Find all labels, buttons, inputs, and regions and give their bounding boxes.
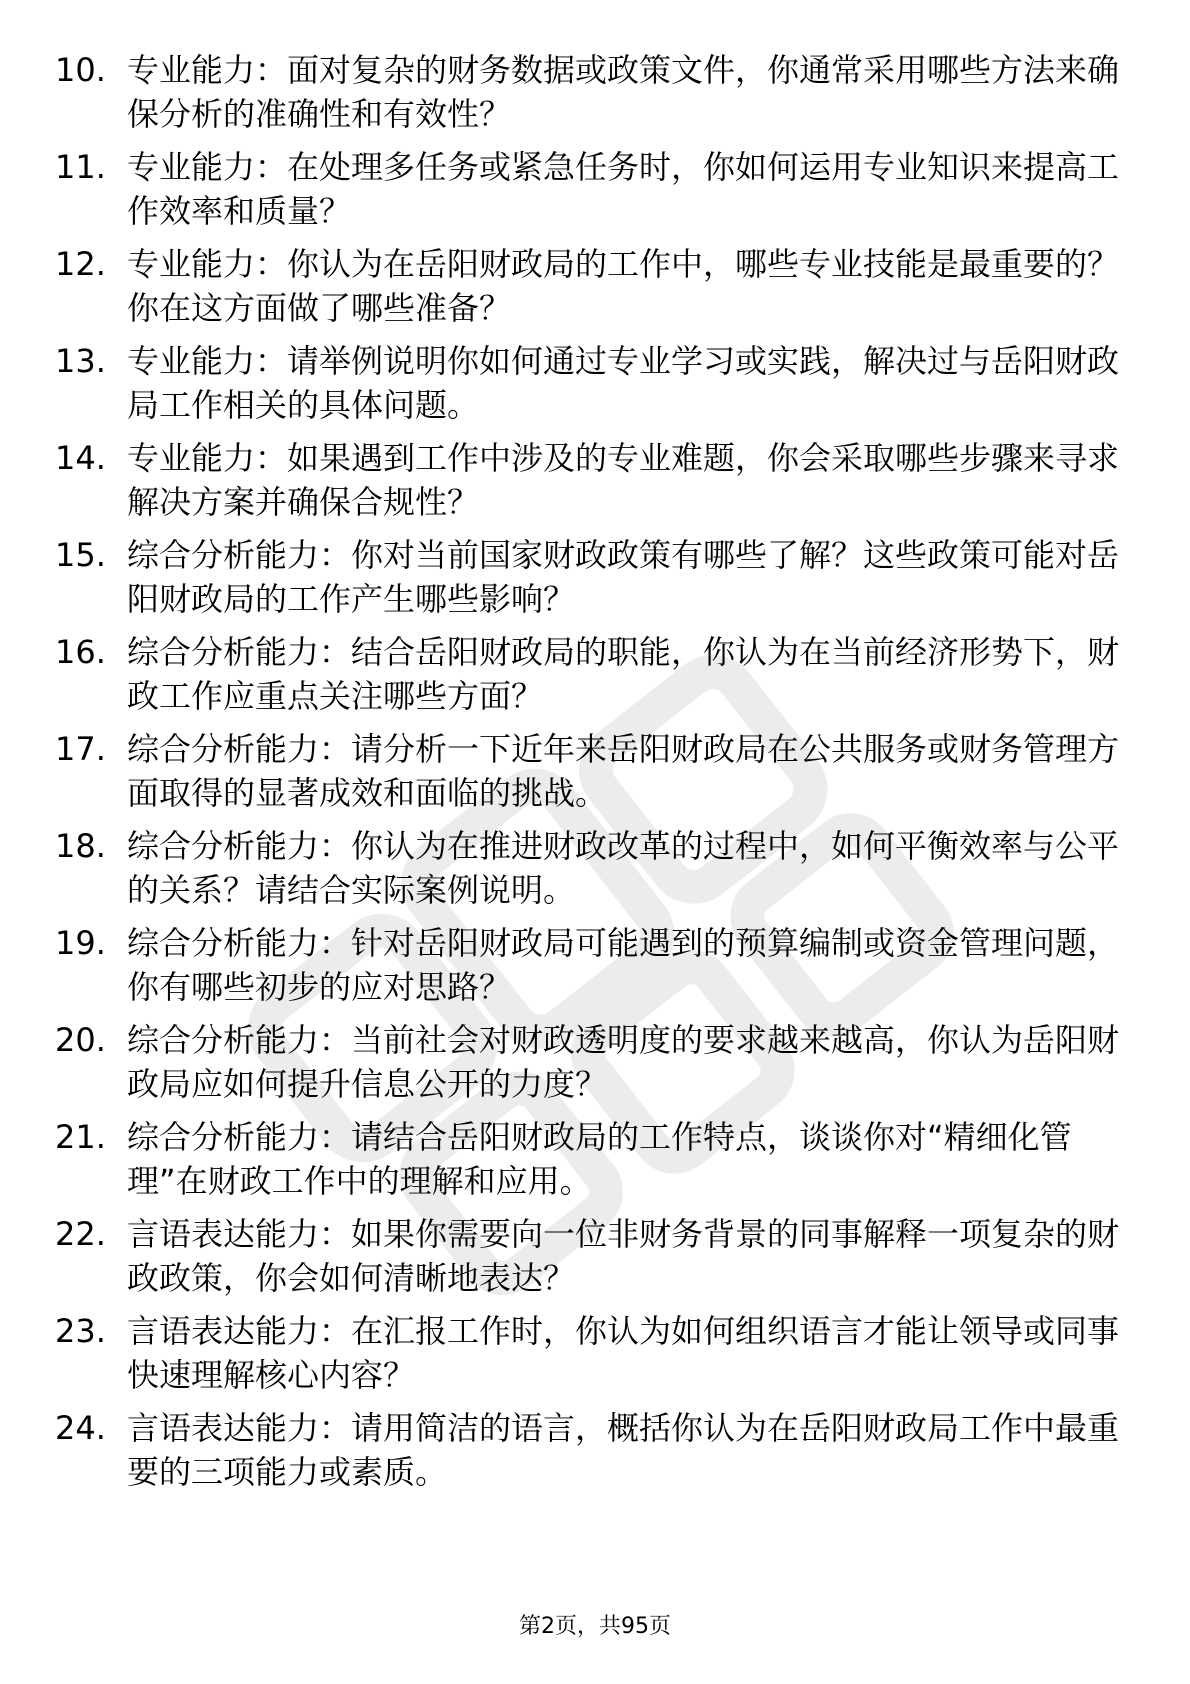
question-text: 专业能力：在处理多任务或紧急任务时，你如何运用专业知识来提高工作效率和质量？ [127,148,1120,230]
page-footer: 第2页，共95页 [519,1614,671,1639]
question-item [55,145,1135,242]
question-text: 综合分析能力：请分析一下近年来岳阳财政局在公共服务或财务管理方面取得的显著成效和面临的挑战。 [127,730,1120,812]
question-text: 综合分析能力：结合岳阳财政局的职能，你认为在当前经济形势下，财政工作应重点关注哪些方面？ [127,633,1120,715]
question-number: 11. [55,148,106,186]
question-item [55,1115,1135,1212]
question-number: 20. [55,1021,106,1059]
question-number: 18. [55,827,106,865]
question-number: 21. [55,1118,106,1156]
question-item [55,727,1135,824]
question-number: 19. [55,924,106,962]
question-number: 14. [55,439,106,477]
question-item [55,1406,1135,1503]
question-text: 专业能力：如果遇到工作中涉及的专业难题，你会采取哪些步骤来寻求解决方案并确保合规性？ [127,439,1120,521]
question-text: 专业能力：请举例说明你如何通过专业学习或实践，解决过与岳阳财政局工作相关的具体问题。 [127,342,1120,424]
question-text: 言语表达能力：在汇报工作时，你认为如何组织语言才能让领导或同事快速理解核心内容？ [127,1312,1120,1394]
question-number: 24. [55,1409,106,1447]
question-number: 17. [55,730,106,768]
question-item [55,533,1135,630]
question-number: 15. [55,536,106,574]
question-list [55,48,1135,1503]
question-item [55,1212,1135,1309]
question-text: 综合分析能力：请结合岳阳财政局的工作特点，谈谈你对“精细化管理”在财政工作中的理解和应用。 [127,1118,1072,1200]
question-text: 专业能力：面对复杂的财务数据或政策文件，你通常采用哪些方法来确保分析的准确性和有效性？ [127,51,1120,133]
question-text: 言语表达能力：请用简洁的语言，概括你认为在岳阳财政局工作中最重要的三项能力或素质。 [127,1409,1120,1491]
question-text: 言语表达能力：如果你需要向一位非财务背景的同事解释一项复杂的财政政策，你会如何清晰地表达？ [127,1215,1120,1297]
question-item [55,339,1135,436]
question-item [55,48,1135,145]
question-number: 13. [55,342,106,380]
question-text: 综合分析能力：针对岳阳财政局可能遇到的预算编制或资金管理问题，你有哪些初步的应对思路？ [127,924,1120,1006]
question-text: 综合分析能力：当前社会对财政透明度的要求越来越高，你认为岳阳财政局应如何提升信息公开的力度？ [127,1021,1120,1103]
question-number: 10. [55,51,106,89]
question-number: 22. [55,1215,106,1253]
question-number: 12. [55,245,106,283]
question-item [55,436,1135,533]
question-number: 16. [55,633,106,671]
question-item [55,824,1135,921]
question-text: 专业能力：你认为在岳阳财政局的工作中，哪些专业技能是最重要的？你在这方面做了哪些准备？ [127,245,1120,327]
question-item [55,921,1135,1018]
question-number: 23. [55,1312,106,1350]
question-text: 综合分析能力：你认为在推进财政改革的过程中，如何平衡效率与公平的关系？请结合实际案例说明。 [127,827,1120,909]
question-text: 综合分析能力：你对当前国家财政政策有哪些了解？这些政策可能对岳阳财政局的工作产生哪些影响？ [127,536,1120,618]
question-item [55,242,1135,339]
question-item [55,1309,1135,1406]
question-item [55,1018,1135,1115]
question-item [55,630,1135,727]
